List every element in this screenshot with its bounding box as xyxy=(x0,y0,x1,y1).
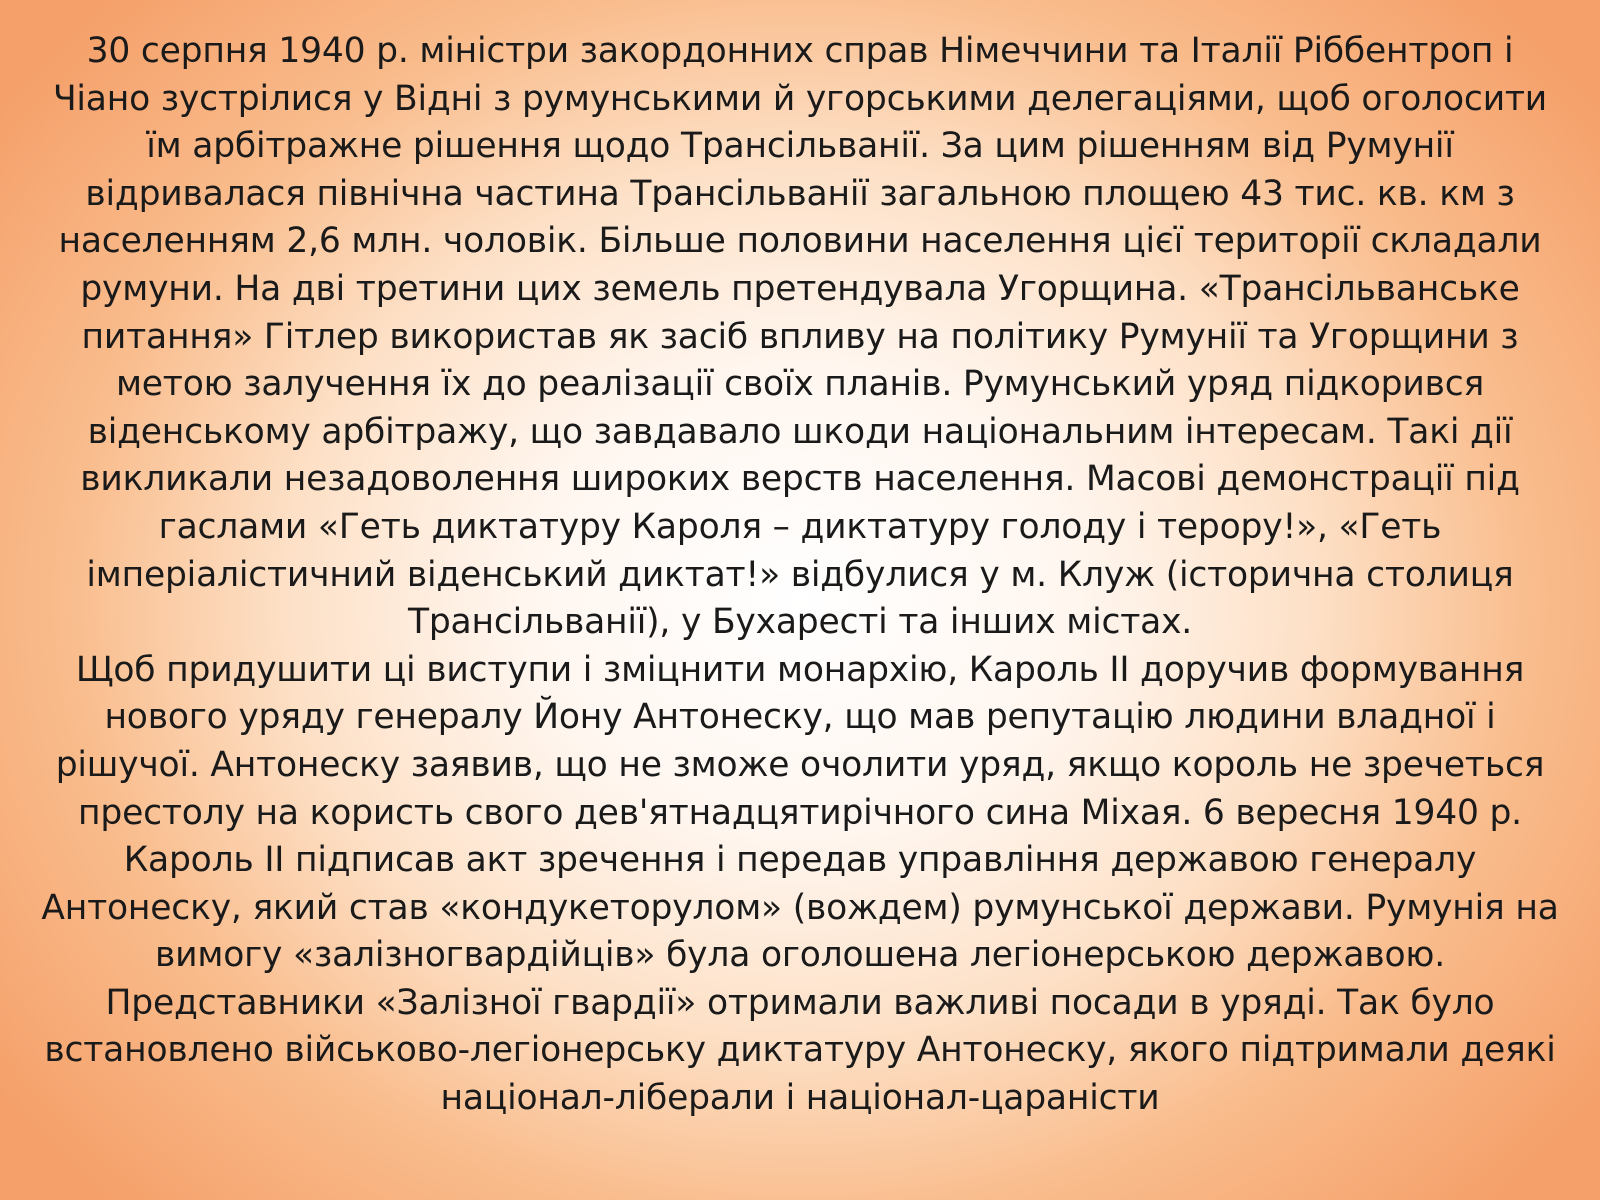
text-line: питання» Гітлер використав як засіб впливу на політику Румунії та Угорщини з xyxy=(81,316,1519,357)
text-line: 30 серпня 1940 р. міністри закордонних справ Німеччини та Італії Ріббентроп і xyxy=(86,31,1514,71)
text-line: Трансільванії), у Бухаресті та інших містах. xyxy=(407,602,1193,643)
text-line: встановлено військово-легіонерську диктатуру Антонеску, якого підтримали деякі xyxy=(44,1030,1556,1071)
text-line: Щоб придушити ці виступи і зміцнити монархію, Кароль II доручив формування xyxy=(75,649,1525,690)
text-line: Чіано зустрілися у Відні з румунськими й угорськими делегаціями, щоб оголосити xyxy=(52,78,1548,119)
text-line: викликали незадоволення широких верств населення. Масові демонстрації під xyxy=(80,459,1520,500)
text-line: Представники «Залізної гвардії» отримали важливі посади в уряді. Так було xyxy=(105,982,1495,1023)
text-line: населенням 2,6 млн. чоловік. Більше половини населення цієї території складали xyxy=(58,221,1542,262)
text-line: відривалася північна частина Трансільванії загальною площею 43 тис. кв. км з xyxy=(85,173,1515,214)
text-line: їм арбітражне рішення щодо Трансільванії. За цим рішенням від Румунії xyxy=(146,126,1454,167)
text-line: рішучої. Антонеску заявив, що не зможе очолити уряд, якщо король не зречеться xyxy=(55,744,1545,785)
text-line: вимогу «залізногвардійців» була оголошена легіонерською державою. xyxy=(155,935,1445,976)
text-line: Кароль II підписав акт зречення і передав управління державою генералу xyxy=(123,840,1477,881)
text-line: імперіалістичний віденський диктат!» відбулися у м. Клуж (історична столиця xyxy=(86,554,1514,595)
text-line: Антонеску, який став «кондукеторулом» (вождем) румунської держави. Румунія на xyxy=(41,887,1559,928)
text-line: нового уряду генералу Йону Антонеску, що мав репутацію людини владної і xyxy=(104,697,1496,738)
text-line: віденському арбітражу, що завдавало шкоди національним інтересам. Такі дії xyxy=(87,411,1513,452)
text-line: престолу на користь свого дев'ятнадцятирічного сина Міхая. 6 вересня 1940 р. xyxy=(78,792,1522,833)
body-text xyxy=(22,28,1578,1123)
text-line: румуни. На дві третини цих земель претендувала Угорщина. «Трансільванське xyxy=(80,268,1520,309)
text-line: гаслами «Геть диктатуру Кароля – диктатуру голоду і терору!», «Геть xyxy=(158,506,1442,547)
text-line: націонал-ліберали і націонал-царaністи xyxy=(440,1078,1160,1119)
text-line: метою залучення їх до реалізації своїх планів. Румунський уряд підкорився xyxy=(115,364,1485,405)
